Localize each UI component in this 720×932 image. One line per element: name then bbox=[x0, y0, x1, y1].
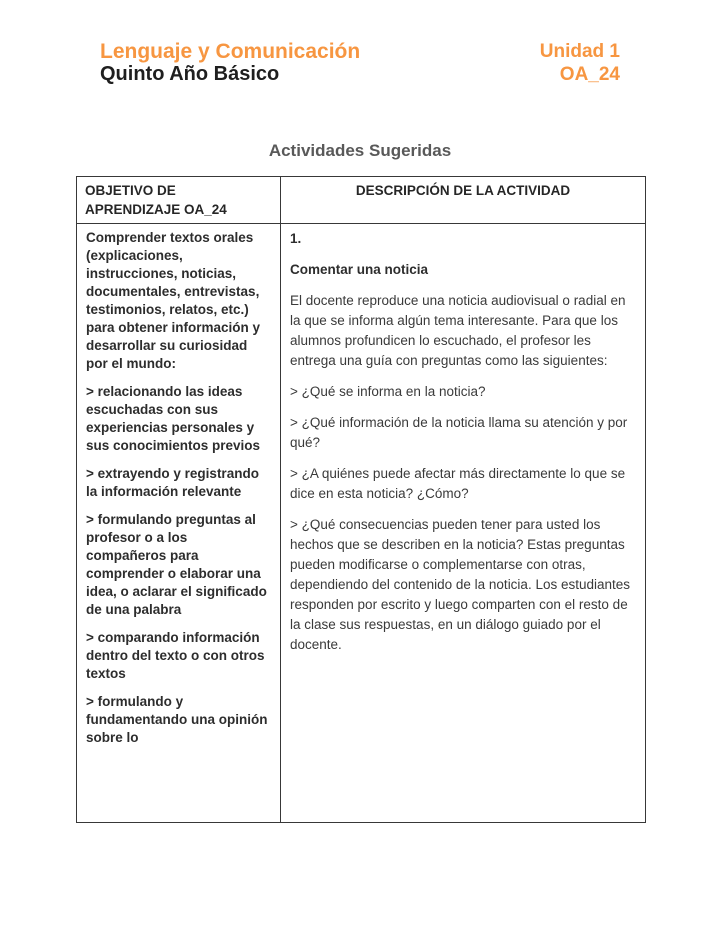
activity-question: > ¿Qué información de la noticia llama su atención y por qué? bbox=[290, 415, 628, 450]
unit-label: Unidad 1 bbox=[539, 41, 620, 62]
objective-bullet: > extrayendo y registrando la información relevante bbox=[86, 466, 259, 499]
activity-question: > ¿Qué se informa en la noticia? bbox=[290, 384, 486, 399]
header-right-block bbox=[540, 40, 620, 86]
activity-title: Comentar una noticia bbox=[290, 262, 429, 277]
objective-bullet: > formulando y fundamentando una opinión sobre lo bbox=[86, 694, 268, 745]
table-body-row bbox=[77, 224, 646, 823]
document-header bbox=[0, 0, 720, 86]
activity-cell bbox=[281, 224, 646, 823]
activity-intro: El docente reproduce una noticia audiovisual o radial en la que se informa algún tema interesante. Para que los alumnos profundicen lo escuchado, el profesor les entrega una guía con preguntas como las siguientes: bbox=[290, 293, 626, 368]
header-left-block bbox=[100, 40, 360, 86]
objective-intro: Comprender textos orales (explicaciones, instrucciones, noticias, documentales, entrevistas, testimonios, relatos, etc.) para obtener información y desarrollar su curiosidad por el mundo: bbox=[86, 230, 261, 371]
activity-cell-content bbox=[290, 229, 636, 817]
column-header-description: DESCRIPCIÓN DE LA ACTIVIDAD bbox=[281, 177, 646, 224]
oa-code-label: OA_24 bbox=[559, 64, 620, 85]
table-header-row bbox=[77, 177, 646, 224]
page-title: Actividades Sugeridas bbox=[268, 141, 452, 160]
objective-cell-content bbox=[86, 229, 271, 817]
grade-subtitle: Quinto Año Básico bbox=[100, 63, 280, 85]
objective-cell bbox=[77, 224, 281, 823]
activity-question: > ¿Qué consecuencias pueden tener para usted los hechos que se describen en la noticia? Estas preguntas pueden modificarse o complementarse con otras, dependiendo del contenido de la noticia. Los estudiantes responden por escrito y luego comparten con el resto de la clase sus respuestas, en un diálogo guiado por el docente. bbox=[290, 517, 631, 652]
objective-bullet: > relacionando las ideas escuchadas con sus experiencias personales y sus conocimientos previos bbox=[86, 384, 261, 453]
activities-table bbox=[76, 176, 646, 823]
activity-number: 1. bbox=[290, 231, 302, 246]
subject-title: Lenguaje y Comunicación bbox=[100, 40, 361, 63]
objective-bullet: > formulando preguntas al profesor o a los compañeros para comprender o elaborar una idea, o aclarar el significado de una palabra bbox=[86, 512, 267, 617]
activity-question: > ¿A quiénes puede afectar más directamente lo que se dice en esta noticia? ¿Cómo? bbox=[290, 466, 626, 501]
column-header-objective: OBJETIVO DE APRENDIZAJE OA_24 bbox=[77, 177, 281, 224]
objective-bullet: > comparando información dentro del texto o con otros textos bbox=[86, 630, 265, 681]
